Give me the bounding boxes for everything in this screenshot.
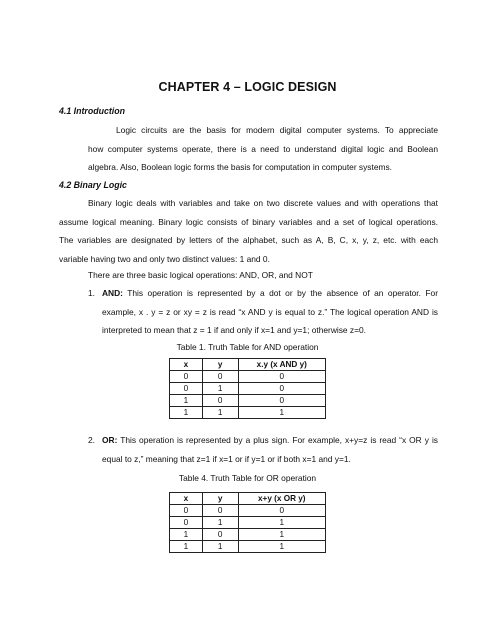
chapter-title: CHAPTER 4 – LOGIC DESIGN [158,80,337,94]
column-header: x+y (x OR y) [238,493,325,505]
or-table-caption: Table 4. Truth Table for OR operation [178,473,317,483]
table-cell: 1 [170,529,203,541]
table-row [170,541,326,553]
list-item-and [88,284,438,342]
section-heading-binary-logic: 4.2 Binary Logic [59,180,127,190]
table-row [170,517,326,529]
table-header-row [170,493,326,505]
table-cell: 0 [202,371,238,383]
and-label: AND: [102,288,123,298]
paragraph-line: assume logical meaning. Binary logic consists of binary variables and a set of logical operations. [59,216,438,227]
operations-intro-text: There are three basic logical operations: AND, OR, and NOT [88,270,313,280]
operations-intro [88,266,438,285]
list-item-or [88,431,438,471]
paragraph-line: equal to z,” meaning that z=1 if x=1 or if y=1 or if both x=1 and y=1. [102,453,351,464]
and-line-text: This operation is represented by a dot or by the absence of an operator. For [122,288,438,298]
paragraph-line: interpreted to mean that z = 1 if and only if x=1 and y=1; otherwise z=0. [102,325,366,335]
table-row [170,529,326,541]
paragraph-line: algebra. Also, Boolean logic forms the basis for computation in computer systems. [88,162,392,172]
table-cell: 0 [170,371,203,383]
paragraph-line: The variables are designated by letters of the alphabet, such as A, B, C, x, y, z, etc. with each [59,235,438,245]
table-cell: 1 [170,541,203,553]
table-row [170,371,326,383]
or-line-text: This operation is represented by a plus sign. For example, x+y=z is read “x OR y is [117,435,438,445]
and-truth-table [169,358,326,419]
table-header-row [170,359,326,371]
column-header: y [202,359,238,371]
and-table-caption: Table 1. Truth Table for AND operation [176,342,319,352]
column-header: x [170,493,203,505]
section-heading-introduction: 4.1 Introduction [59,106,125,116]
paragraph-line: variable having two and only two distinct values: 1 and 0. [59,253,270,264]
binary-logic-paragraph [59,194,438,268]
table-cell: 1 [238,529,325,541]
paragraph-line: example, x . y = z or xy = z is read “x AND y is equal to z.” The logical operation AND is [102,306,438,317]
paragraph-line: Logic circuits are the basis for modern digital computer systems. To appreciate [116,125,438,135]
table-cell: 0 [238,505,325,517]
table-cell: 0 [202,505,238,517]
paragraph-line [102,431,438,450]
list-number: 1. [88,288,95,298]
paragraph-line [102,284,438,303]
table-cell: 0 [238,371,325,383]
table-cell: 1 [238,517,325,529]
table-cell: 1 [202,541,238,553]
column-header: x [170,359,203,371]
column-header: x.y (x AND y) [238,359,325,371]
paragraph-line: how computer systems operate, there is a need to understand digital logic and Boolean [88,143,438,154]
table-row [170,505,326,517]
table-cell: 1 [238,541,325,553]
table-cell: 0 [170,505,203,517]
table-cell: 0 [238,383,325,395]
introduction-paragraph [88,121,438,177]
table-cell: 1 [170,407,203,419]
list-number: 2. [88,435,95,445]
table-cell: 0 [170,517,203,529]
table-cell: 1 [202,383,238,395]
table-cell: 1 [202,407,238,419]
table-cell: 0 [202,529,238,541]
table-cell: 0 [202,395,238,407]
paragraph-line: Binary logic deals with variables and take on two discrete values and with operations that [88,198,438,208]
table-cell: 1 [238,407,325,419]
table-cell: 1 [202,517,238,529]
table-cell: 1 [170,395,203,407]
or-truth-table [169,492,326,553]
column-header: y [202,493,238,505]
or-label: OR: [102,435,118,445]
table-cell: 0 [238,395,325,407]
table-cell: 0 [170,383,203,395]
table-row [170,383,326,395]
table-row [170,395,326,407]
table-row [170,407,326,419]
